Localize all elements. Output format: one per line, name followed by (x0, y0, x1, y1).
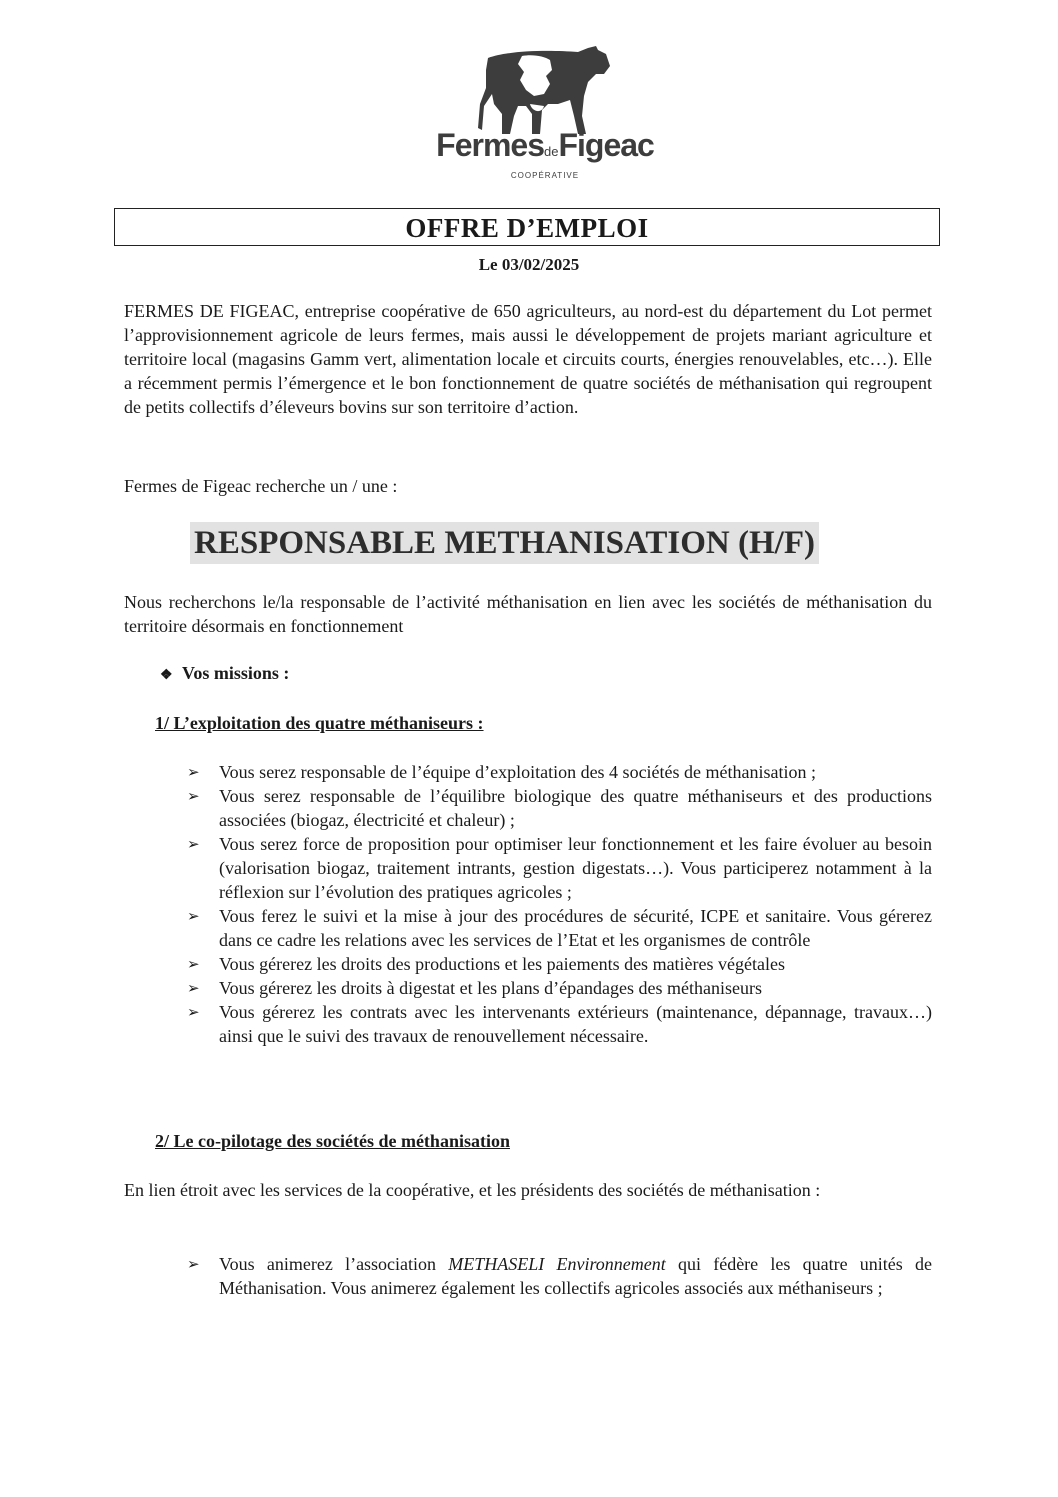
brand-de: de (544, 144, 559, 159)
arrow-bullet-icon: ➢ (187, 955, 200, 973)
list-item: ➢ Vous gérerez les contrats avec les intervenants extérieurs (maintenance, dépannage, travaux…) ainsi que le suivi des travaux de renouvellement nécessaire. (187, 1002, 932, 1046)
arrow-bullet-icon: ➢ (187, 763, 200, 781)
list-item: ➢ Vous serez force de proposition pour optimiser leur fonctionnement et les faire évoluer au besoin (valorisation biogaz, traitement intrants, gestion digestats…). Vous participerez notamment à la réflexion sur l’évolution des pratiques agricoles ; (187, 834, 932, 902)
missions-label: Vos missions : (182, 663, 290, 683)
list-item: ➢ Vous gérerez les droits à digestat et les plans d’épandages des méthaniseurs (187, 978, 763, 998)
brand-name (420, 128, 670, 181)
section1-list (187, 760, 932, 1048)
diamond-bullet-icon: ❖ (160, 668, 173, 683)
page-title: OFFRE D’EMPLOI (405, 213, 649, 243)
list-item: ➢ Vous serez responsable de l’équilibre biologique des quatre méthaniseurs et des productions associées (biogaz, électricité et chaleur) ; (187, 786, 932, 830)
missions-heading (160, 661, 289, 688)
job-title: RESPONSABLE METHANISATION (H/F) (190, 522, 819, 564)
lead-paragraph: Nous recherchons le/la responsable de l’activité méthanisation en lien avec les sociétés de méthanisation du territoire désormais en fonctionnement (124, 592, 932, 636)
arrow-bullet-icon: ➢ (187, 979, 200, 997)
list-item: ➢ Vous gérerez les droits des productions et les paiements des matières végétales (187, 954, 785, 974)
brand-last: Figeac (558, 127, 654, 163)
association-name: METHASELI Environnement (448, 1254, 666, 1274)
list-item: ➢ Vous ferez le suivi et la mise à jour des procédures de sécurité, ICPE et sanitaire. Vous gérerez dans ce cadre les relations avec les services de l’Etat et les organismes de contrôle (187, 906, 932, 950)
arrow-bullet-icon: ➢ (187, 907, 200, 925)
intro-paragraph: FERMES DE FIGEAC, entreprise coopérative de 650 agriculteurs, au nord-est du département du Lot permet l’approvisionnement agricole de leurs fermes, mais aussi le développement de projets mariant agriculture et territoire local (magasins Gamm vert, alimentation locale et circuits courts, énergies renouvelables, etc…). Elle a récemment permis l’émergence et le bon fonctionnement de quatre sociétés de méthanisation qui regroupent de petits collectifs d’éleveurs bovins sur son territoire d’action. (124, 301, 932, 417)
arrow-bullet-icon: ➢ (187, 1003, 200, 1021)
search-line: Fermes de Figeac recherche un / une : (124, 476, 398, 496)
brand-subtitle: COOPÉRATIVE (510, 171, 580, 180)
list-item: ➢ Vous animerez l’association METHASELI Environnement qui fédère les quatre unités de Méthanisation. Vous animerez également les collectifs agricoles associés aux méthaniseurs ; (187, 1254, 932, 1298)
section2-list (187, 1252, 932, 1300)
title-box (114, 208, 940, 246)
company-logo (420, 44, 670, 194)
cow-icon (470, 44, 620, 136)
arrow-bullet-icon: ➢ (187, 835, 200, 853)
section2-intro: En lien étroit avec les services de la coopérative, et les présidents des sociétés de méthanisation : (124, 1180, 821, 1200)
arrow-bullet-icon: ➢ (187, 1255, 200, 1273)
list-item: ➢ Vous serez responsable de l’équipe d’exploitation des 4 sociétés de méthanisation ; (187, 762, 817, 782)
offer-date: Le 03/02/2025 (478, 255, 580, 274)
section2-heading: 2/ Le co-pilotage des sociétés de méthanisation (155, 1131, 510, 1151)
section1-heading: 1/ L’exploitation des quatre méthaniseurs : (155, 713, 484, 733)
arrow-bullet-icon: ➢ (187, 787, 200, 805)
brand-first: Fermes (436, 127, 544, 163)
